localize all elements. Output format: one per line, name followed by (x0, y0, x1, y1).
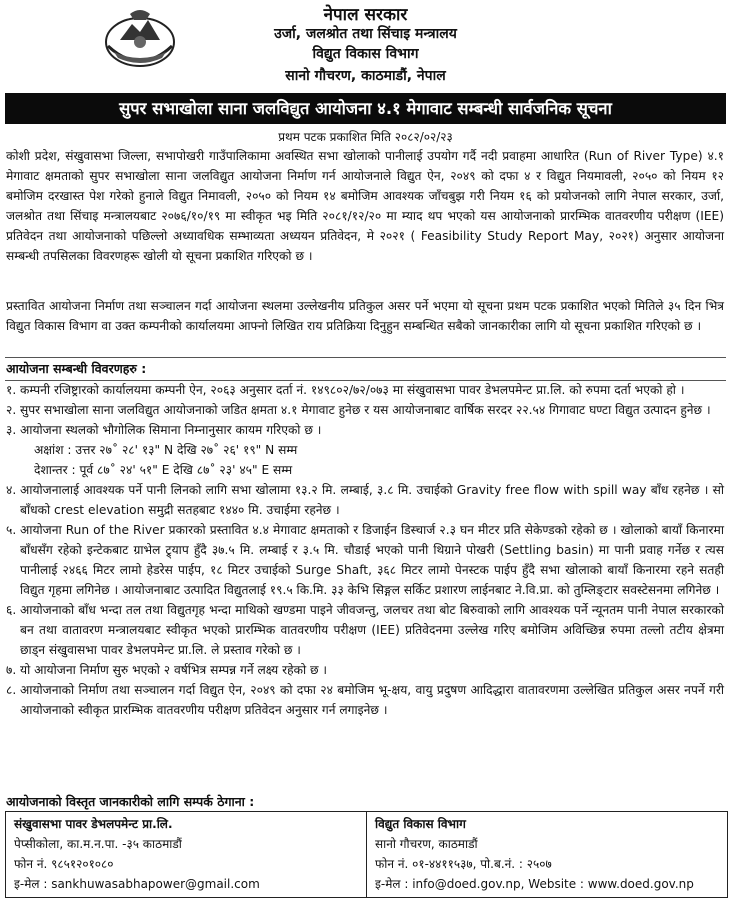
divider (5, 357, 726, 358)
list-item (6, 380, 724, 400)
list-item (6, 600, 724, 660)
list-item (6, 480, 724, 520)
list-item (6, 520, 724, 600)
company-email[interactable]: इ-मेल : sankhuwasabhapower@gmail.com (14, 877, 260, 891)
item-text: आयोजनाको बाँध भन्दा तल तथा विद्युतगृह भन्दा माथिको खण्डमा पाइने जीवजन्तु, जलचर तथा बोट बिरुवाको लागि आवश्यक पर्ने न्यूनतम पानी नेपाल सरकारको बन तथा वातावरण मन्त्रालयबाट स्वीकृत भएको प्रारम्भिक वातवरणीय परीक्षण (IEE) प्रतिवेदनमा उल्लेख गरिए बमोजिम अविच्छिन्न रुपमा तल्लो तटीय क्षेत्रमा छाड्न संखुवासभा पावर डेभलपमेन्ट प्रा.लि. ले प्रस्ताव गरेको छ । (20, 603, 724, 657)
first-published-date: प्रथम पटक प्रकाशित मिति २०८२/०२/२३ (278, 130, 453, 144)
contact-heading: आयोजनाको विस्तृत जानकारीको लागि सम्पर्क ठेगाना : (6, 794, 255, 809)
item-text: कम्पनी रजिष्ट्रारको कार्यालयमा कम्पनी ऐन, २०६३ अनुसार दर्ता नं. १४९८०२/७२/०७३ मा संखुवासभा पावर डेभलपमेन्ट प्रा.लि. को रुपमा दर्ता भएको हो । (20, 383, 685, 397)
company-contact (6, 812, 366, 897)
address-heading: सानो गौचरण, काठमाडौं, नेपाल (285, 68, 446, 84)
ministry-heading: उर्जा, जलश्रोत तथा सिंचाइ मन्त्रालय (274, 26, 457, 42)
item-number: ३. (6, 423, 17, 437)
list-item (6, 400, 724, 420)
company-name: संखुवासभा पावर डेभलपमेन्ट प्रा.लि. (14, 817, 173, 831)
department-heading: विद्युत विकास विभाग (312, 46, 419, 62)
objection-paragraph: प्रस्तावित आयोजना निर्माण तथा सञ्चालन गर्दा आयोजना स्थलमा उल्लेखनीय प्रतिकुल असर पर्ने भएमा यो सूचना प्रथम पटक प्रकाशित भएको मितिले ३५ दिन भित्र विद्युत विकास विभाग वा उक्त कम्पनीको कार्यालयमा आफ्नो लिखित राय प्रतिक्रिया दिनुहुन सम्बन्धित सबैको जानकारीका लागि यो सूचना प्रकाशित गरिएको छ । (6, 299, 724, 333)
item-text: आयोजनाको निर्माण तथा सञ्चालन गर्दा विद्युत ऐन, २०४९ को दफा २४ बमोजिम भू-क्षय, वायु प्रदुषण आदिद्धारा वातावरणमा उल्लेखित प्रतिकुल असर नपर्ने गरी आयोजनाको स्वीकृत प्रारम्भिक वातवरणीय परीक्षण प्रतिवेदन अनुसार गर्न लगाइनेछ । (20, 683, 724, 717)
notice-title-banner: सुपर सभाखोला साना जलविद्युत आयोजना ४.१ मेगावाट सम्बन्धी सार्वजनिक सूचना (5, 93, 726, 124)
item-number: ८. (6, 683, 17, 697)
longitude-line: देशान्तर : पूर्व ८७˚ २४' ५१" E देखि ८७˚ २३' ४५" E सम्म (34, 463, 293, 477)
item-text: आयोजना Run of the River प्रकारको प्रस्तावित ४.४ मेगावाट क्षमताको र डिजाईन डिस्चार्ज २.३ घन मीटर प्रति सेकेण्डको रहेको छ । खोलाको बायाँ किनारमा बाँधसँग रहेको इन्टेकबाट ग्राभेल ट्र्याप हुँदै ३७.५ मि. लम्बाई र ३.५ मि. चौडाई भएको पानी थिग्राने पोखरी (Settling basin) मा पानी प्रवाह गर्नेछ र त्यस पानीलाई २४६६ मिटर लामो हेडरेस पाईप, १८ मिटर उचाईको Surge Shaft, ३६८ मिटर लामो पेनस्टक पाईप हुँदै सभा खोलाको बायाँ किनारमा रहने सतही विद्युत गृहमा लगिनेछ । आयोजनाबाट उत्पादित विद्युतलाई १९.५ कि.मि. ३३ केभि सिङ्गल सर्किट प्रशारण लाईनबाट ने.वि.प्रा. को तुम्लिङ्टार सवस्टेसनमा लगिनेछ । (20, 523, 724, 597)
item-number: ५. (6, 523, 17, 537)
list-item (6, 680, 724, 720)
intro-paragraph: कोशी प्रदेश, संखुवासभा जिल्ला, सभापोखरी गाउँपालिकामा अवस्थित सभा खोलाको पानीलाई उपयोग गर्दै नदी प्रवाहमा आधारित (Run of River Type) ४.१ मेगावाट क्षमताको सुपर सभाखोला साना जलविद्युत आयोजना निर्माण गर्न आयोजनाले विद्युत ऐन, २०४९ को दफा ४ र विद्युत नियमावली, २०५० को नियम १२ बमोजिम दरखास्त पेश गरेको हुनाले विद्युत निमावली, २०५० को नियम १४ बमोजिम आवश्यक जाँचबुझ गरी नियम १६ को प्रयोजनको लागि नेपाल सरकार, उर्जा, जलश्रोत तथा सिंचाइ मन्त्रालयबाट २०७६/१०/१९ मा स्वीकृत भइ मिति २०८१/१२/२० मा म्याद थप भएको यस आयोजनाको प्रारम्भिक वातवरणीय परीक्षण (IEE) प्रतिवेदन तथा आयोजनाको पछिल्लो अध्यावधिक सम्भाव्यता अध्ययन प्रतिवेदन, मे २०२१ ( Feasibility Study Report May, २०२१) अनुसार आयोजना सम्बन्धी तपसिलका विवरणहरू खोली यो सूचना प्रकाशित गरिएको छ । (6, 149, 724, 263)
department-name: विद्युत विकास विभाग (375, 817, 466, 831)
list-item (6, 660, 724, 680)
latitude-line: अक्षांश : उत्तर २७˚ २८' १३" N देखि २७˚ २६' १९" N सम्म (34, 443, 298, 457)
item-text: आयोजनालाई आवश्यक पर्ने पानी लिनको लागि सभा खोलामा १३.२ मि. लम्बाई, ३.८ मि. उचाईको Gravity free flow with spill way बाँध रहनेछ । सो बाँधको crest elevation समुद्री सतहबाट १४४० मि. उचाईमा रहनेछ । (20, 483, 724, 517)
item-text: यो आयोजना निर्माण सुरु भएको २ वर्षभित्र सम्पन्न गर्ने लक्ष्य रहेको छ । (20, 663, 328, 677)
list-item (6, 420, 724, 440)
company-phone: फोन नं. ९८५१२०१०८० (14, 857, 114, 871)
item-number: १. (6, 383, 17, 397)
item-text: आयोजना स्थलको भौगोलिक सिमाना निम्नानुसार कायम गरिएको छ । (20, 423, 322, 437)
department-address: सानो गौचरण, काठमाडौं (375, 837, 478, 851)
department-email-website[interactable]: इ-मेल : info@doed.gov.np, Website : www.doed.gov.np (375, 877, 694, 891)
item-number: २. (6, 403, 17, 417)
government-heading: नेपाल सरकार (323, 5, 408, 25)
item-number: ४. (6, 483, 17, 497)
item-text: सुपर सभाखोला साना जलविद्युत आयोजनाको जडित क्षमता ४.१ मेगावाट हुनेछ र यस आयोजनाबाट वार्षिक सरदर २२.५४ गिगावाट घण्टा विद्युत उत्पादन हुनेछ । (20, 403, 711, 417)
department-contact (366, 812, 727, 897)
item-number: ७. (6, 663, 17, 677)
department-phone: फोन नं. ०१-४४११५३७, पो.ब.नं. : २५०७ (375, 857, 552, 871)
details-heading: आयोजना सम्बन्धी विवरणहरु : (6, 361, 147, 376)
details-list (6, 380, 724, 720)
contact-table (5, 811, 728, 898)
company-address: पेप्सीकोला, का.म.न.पा. -३५ काठमाडौं (14, 837, 182, 851)
item-number: ६. (6, 603, 17, 617)
